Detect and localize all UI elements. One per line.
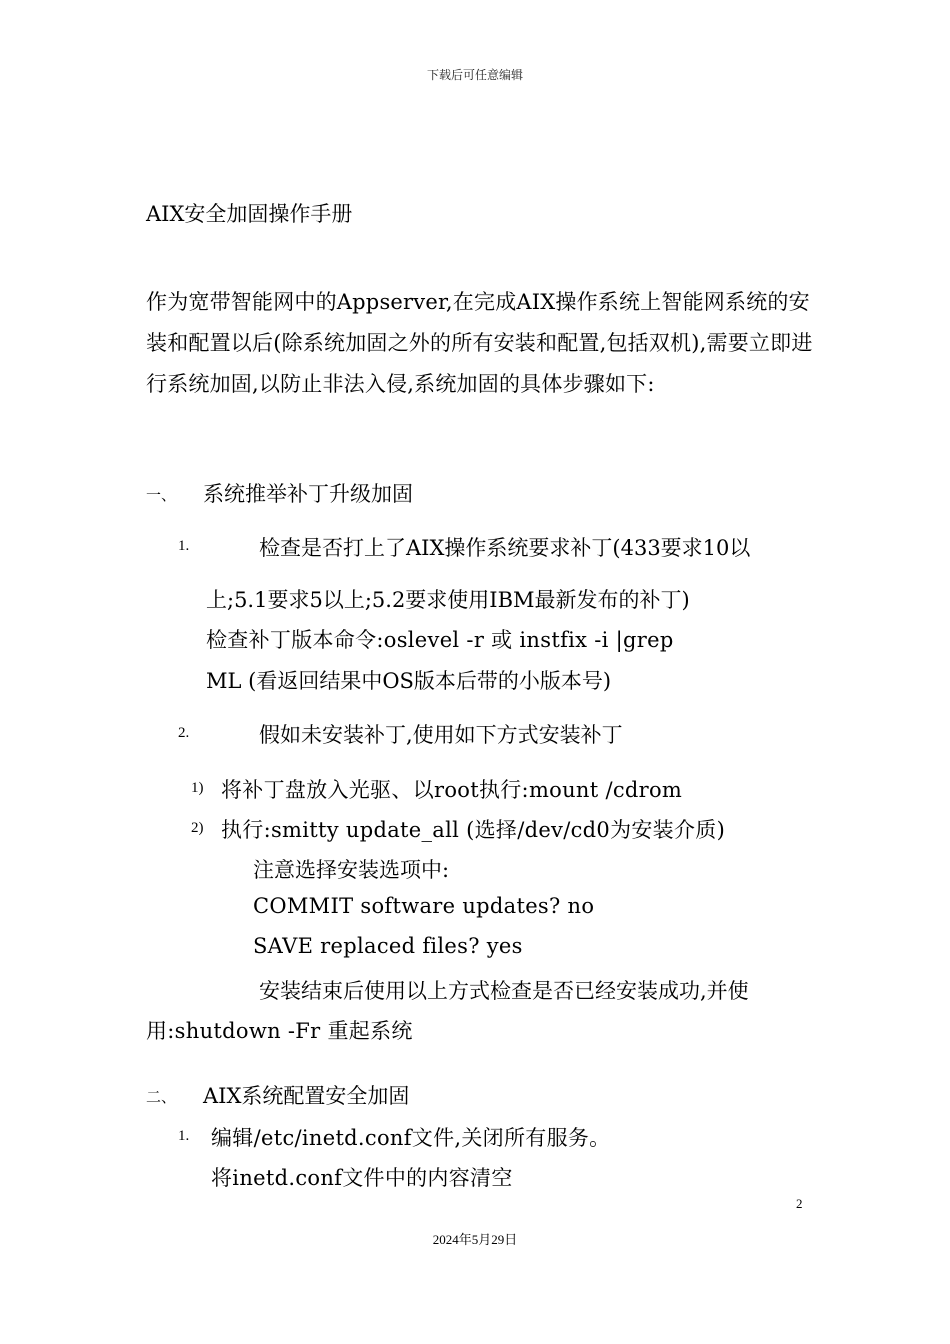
s1-note-line3: SAVE replaced files? yes: [253, 934, 523, 958]
s1-note-line1: 注意选择安装选项中:: [253, 858, 450, 882]
page-footer-date: 2024年5月29日: [432, 1232, 518, 1247]
s2-item1-line2: 将inetd.conf文件中的内容清空: [211, 1166, 513, 1190]
s2-item1-number: 1.: [178, 1128, 190, 1144]
s1-item1-line4: ML (看返回结果中OS版本后带的小版本号): [206, 669, 612, 693]
s1-sub2-number: 2): [191, 820, 204, 836]
section2-number: 二、: [146, 1090, 177, 1106]
s1-item1-line1: 检查是否打上了AIX操作系统要求补丁(433要求10以: [259, 536, 751, 560]
section2-title: AIX系统配置安全加固: [203, 1084, 410, 1108]
s1-sub2-text: 执行:smitty update_all (选择/dev/cd0为安装介质): [221, 818, 726, 842]
s1-item1-line3: 检查补丁版本命令:oslevel -r 或 instfix -i |grep: [206, 628, 674, 652]
section1-title: 系统推举补丁升级加固: [203, 482, 413, 506]
s1-note-line5: 用:shutdown -Fr 重起系统: [146, 1019, 413, 1043]
intro-paragraph: 作为宽带智能网中的Appserver,在完成AIX操作系统上智能网系统的安装和配置以后(除系统加固之外的所有安装和配置,包括双机),需要立即进行系统加固,以防止非法入侵,系统加固的具体步骤如下:: [146, 290, 813, 396]
s1-note-line4: 安装结束后使用以上方式检查是否已经安装成功,并使: [259, 979, 749, 1003]
section1-number: 一、: [146, 488, 177, 504]
s1-note-line2: COMMIT software updates? no: [253, 894, 595, 918]
s1-sub1-number: 1): [191, 780, 204, 796]
s1-item1-line2: 上;5.1要求5以上;5.2要求使用IBM最新发布的补丁): [206, 588, 690, 612]
s1-item2-number: 2.: [178, 725, 190, 741]
page-number: 2: [796, 1196, 803, 1211]
s1-sub1-text: 将补丁盘放入光驱、以root执行:mount /cdrom: [221, 778, 683, 802]
s1-item1-number: 1.: [178, 538, 190, 554]
s2-item1-line1: 编辑/etc/inetd.conf文件,关闭所有服务。: [211, 1126, 611, 1150]
document-title: AIX安全加固操作手册: [146, 202, 353, 226]
s1-item2-line1: 假如未安装补丁,使用如下方式安装补丁: [259, 723, 623, 747]
page-header: 下载后可任意编辑: [426, 68, 523, 82]
